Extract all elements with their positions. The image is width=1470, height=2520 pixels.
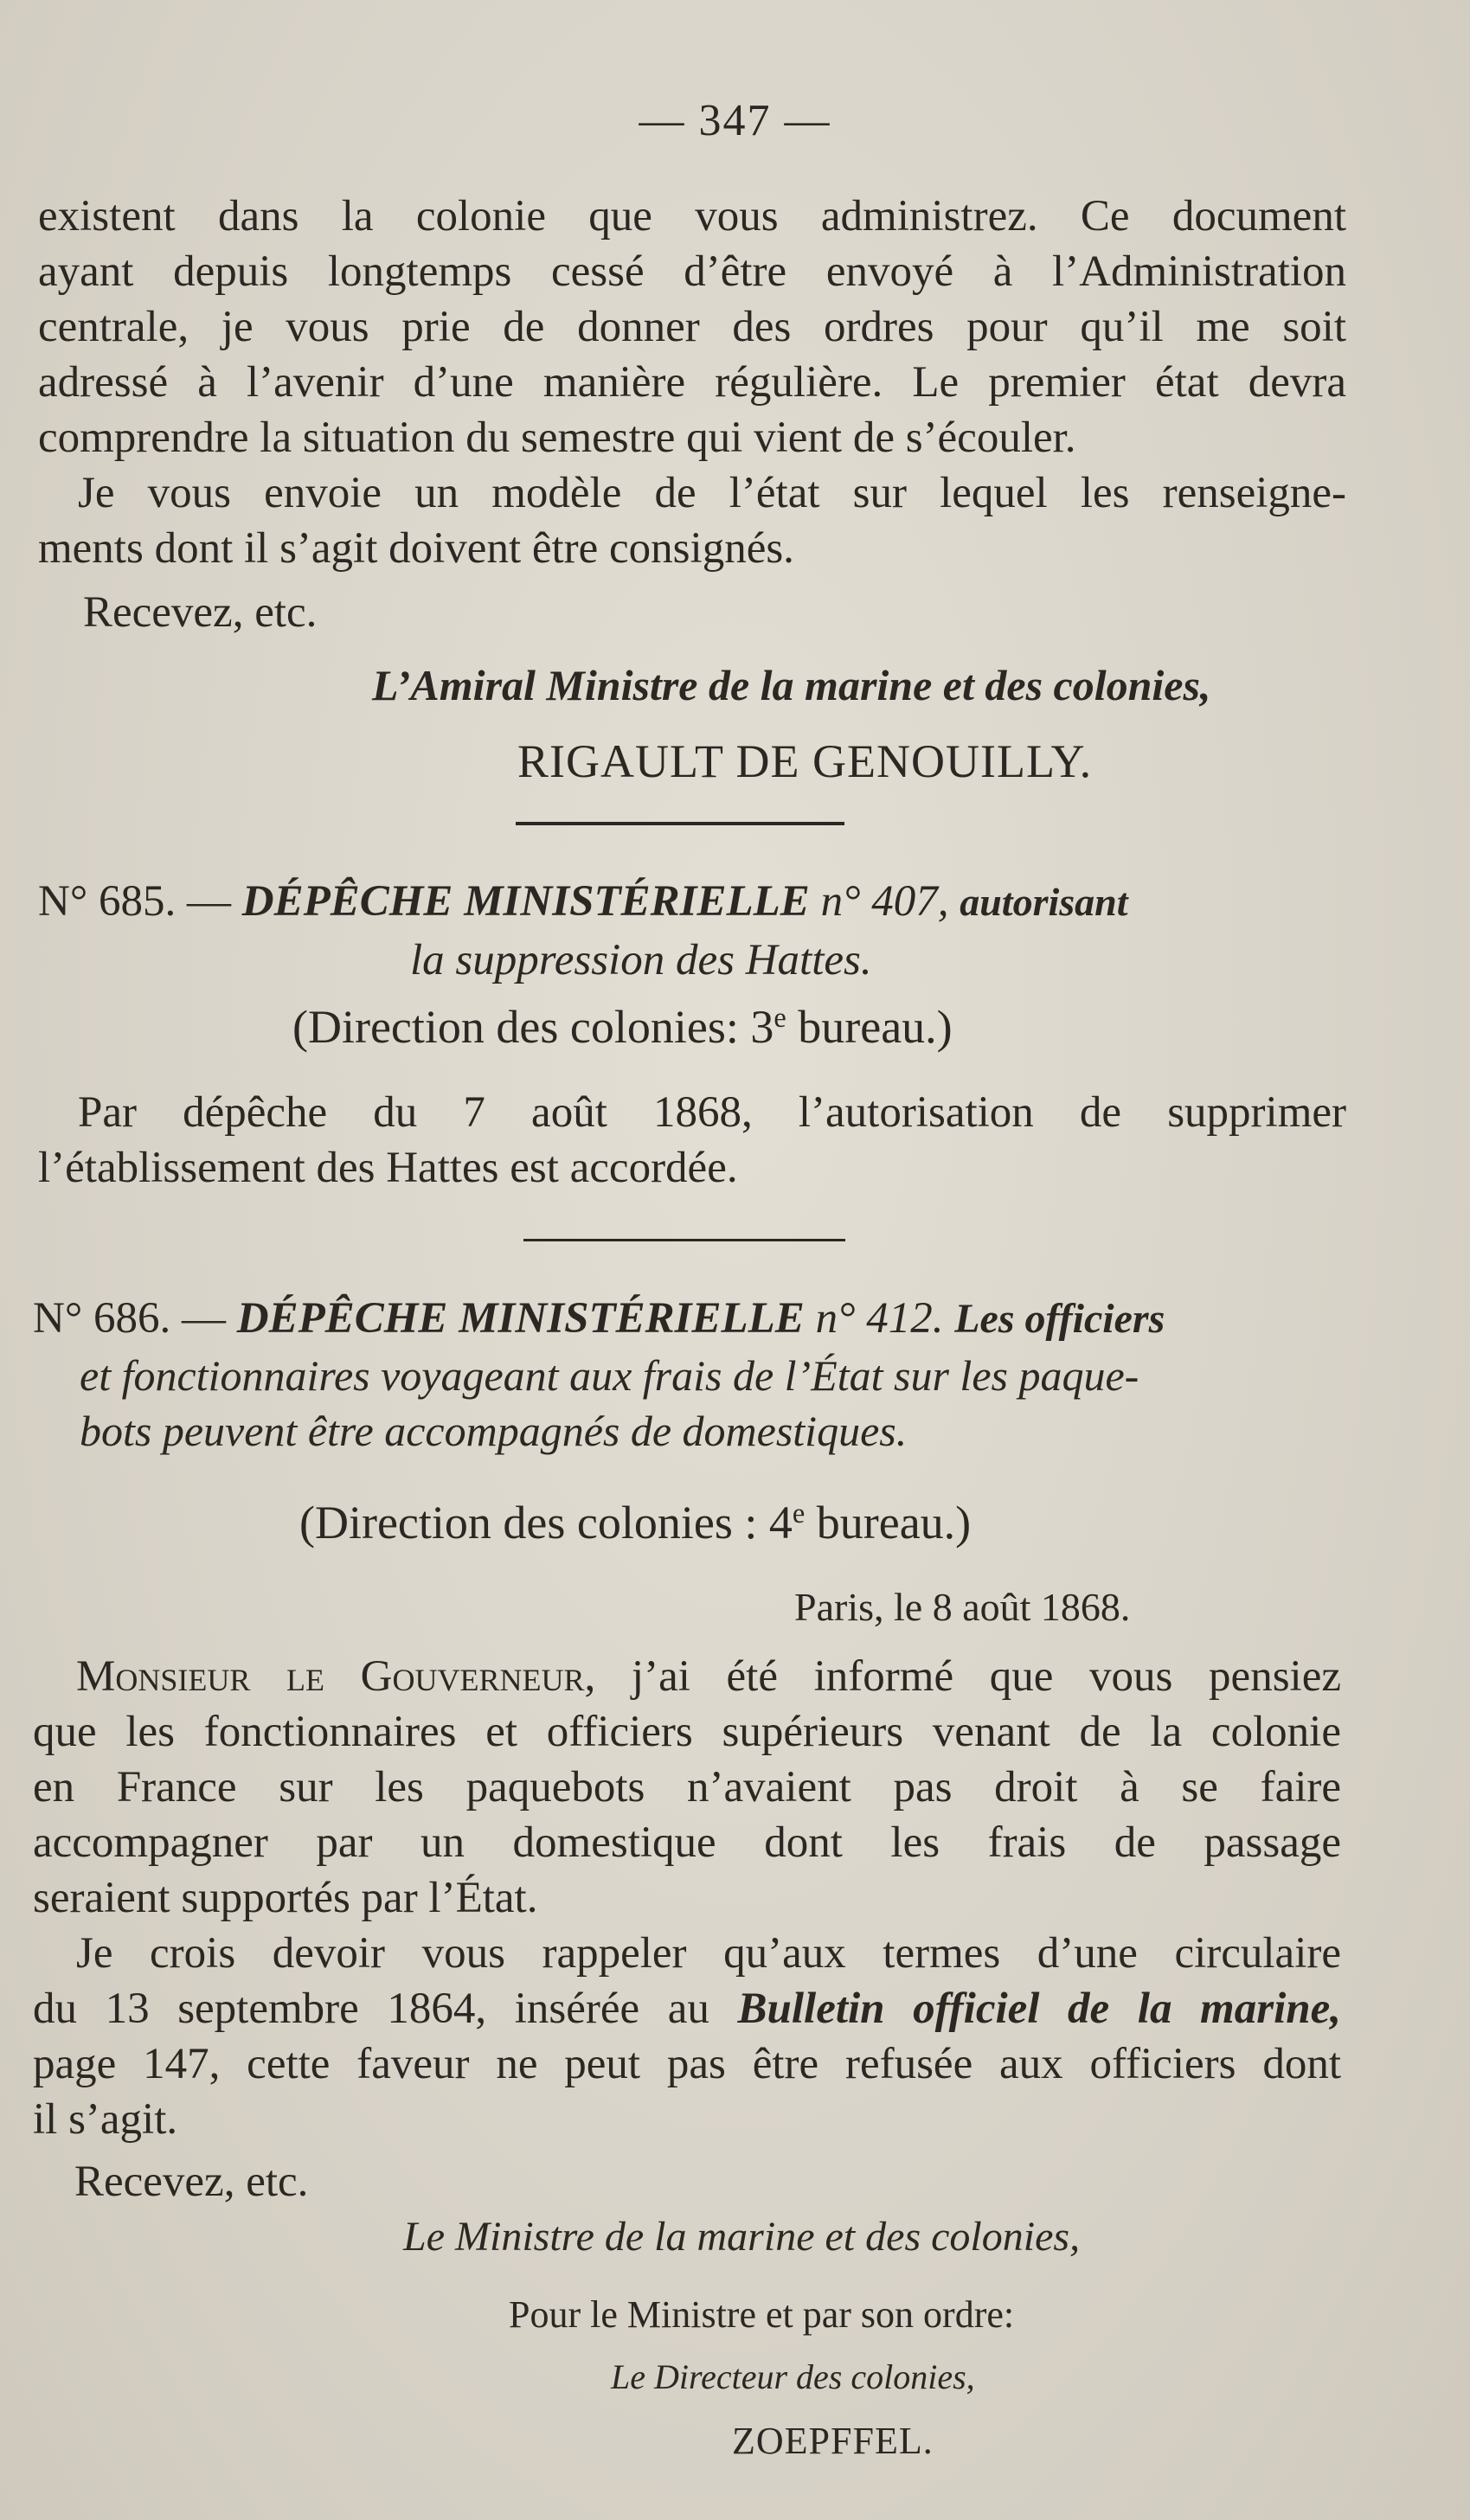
doc-number: N° 686. xyxy=(33,1294,171,1343)
doc-686-heading xyxy=(33,1291,1165,1347)
body-line: en France sur les paquebots n’avaient pas droit à se faire xyxy=(33,1763,1341,1811)
body-line: accompagner par un domestique dont les frais de passage xyxy=(33,1818,1341,1867)
doc-685-heading xyxy=(38,874,1128,930)
doc-direction: (Direction des colonies : 4e bureau.) xyxy=(299,1497,972,1549)
doc-subject-cont: et fonctionnaires voyageant aux frais de l’État sur les paque- xyxy=(80,1351,1139,1400)
body-line: comprendre la situation du semestre qui vient de s’écouler. xyxy=(38,414,1076,462)
dateline: Paris, le 8 août 1868. xyxy=(794,1585,1131,1629)
salutation-line: Monsieur le Gouverneur, j’ai été informé que vous pensiez xyxy=(76,1652,1341,1701)
signature-name: ZOEPFFEL. xyxy=(732,2420,934,2462)
signature-title: Le Ministre de la marine et des colonies, xyxy=(403,2214,1081,2260)
body-line: ments dont il s’agit doivent être consignés. xyxy=(38,524,794,573)
body-line: ayant depuis longtemps cessé d’être envoyé à l’Administration xyxy=(38,247,1346,296)
signature-name: RIGAULT DE GENOUILLY. xyxy=(517,735,1093,787)
body-line: existent dans la colonie que vous administrez. Ce document xyxy=(38,192,1346,240)
body-line: du 13 septembre 1864, insérée au Bulletin officiel de la marine, xyxy=(33,1985,1341,2033)
doc-direction: (Direction des colonies: 3e bureau.) xyxy=(292,1001,953,1053)
signature-order: Pour le Ministre et par son ordre: xyxy=(509,2293,1015,2336)
signature-director: Le Directeur des colonies, xyxy=(611,2357,975,2396)
doc-ref: n° 412. xyxy=(815,1294,944,1343)
doc-subject: Les officiers xyxy=(954,1296,1165,1342)
body-line: page 147, cette faveur ne peut pas être refusée aux officiers dont xyxy=(33,2040,1341,2088)
salutation: Monsieur le Gouverneur, xyxy=(76,1652,596,1701)
doc-subject-cont: la suppression des Hattes. xyxy=(410,936,872,984)
body-line: Par dépêche du 7 août 1868, l’autorisation de supprimer xyxy=(78,1088,1346,1137)
doc-subject: autorisant xyxy=(960,880,1128,924)
body-line: que les fonctionnaires et officiers supérieurs venant de la colonie xyxy=(33,1708,1341,1756)
body-line: Je crois devoir vous rappeler qu’aux termes d’une circulaire xyxy=(76,1929,1341,1978)
body-line: l’établissement des Hattes est accordée. xyxy=(38,1144,738,1192)
separator-rule xyxy=(523,1239,845,1241)
body-line: il s’agit. xyxy=(33,2095,178,2144)
doc-title: DÉPÊCHE MINISTÉRIELLE xyxy=(241,877,810,926)
closing-formula: Recevez, etc. xyxy=(74,2158,309,2206)
doc-ref: n° 407, xyxy=(820,877,949,926)
body-line: adressé à l’avenir d’une manière régulière. Le premier état devra xyxy=(38,358,1346,407)
separator-rule xyxy=(516,822,844,825)
doc-subject-cont: bots peuvent être accompagnés de domestiques. xyxy=(80,1407,908,1455)
bulletin-title: Bulletin officiel de la marine, xyxy=(737,1985,1341,2033)
page-number: — 347 — xyxy=(639,96,831,145)
body-line: seraient supportés par l’État. xyxy=(33,1874,538,1922)
doc-number: N° 685. xyxy=(38,877,177,926)
closing-formula: Recevez, etc. xyxy=(83,588,318,637)
dash: — xyxy=(181,1294,226,1343)
body-line: centrale, je vous prie de donner des ordres pour qu’il me soit xyxy=(38,303,1346,351)
doc-title: DÉPÊCHE MINISTÉRIELLE xyxy=(236,1294,805,1343)
signature-title: L’Amiral Ministre de la marine et des colonies, xyxy=(372,661,1211,709)
body-line: Je vous envoie un modèle de l’état sur lequel les renseigne- xyxy=(78,469,1346,517)
dash: — xyxy=(186,877,231,926)
